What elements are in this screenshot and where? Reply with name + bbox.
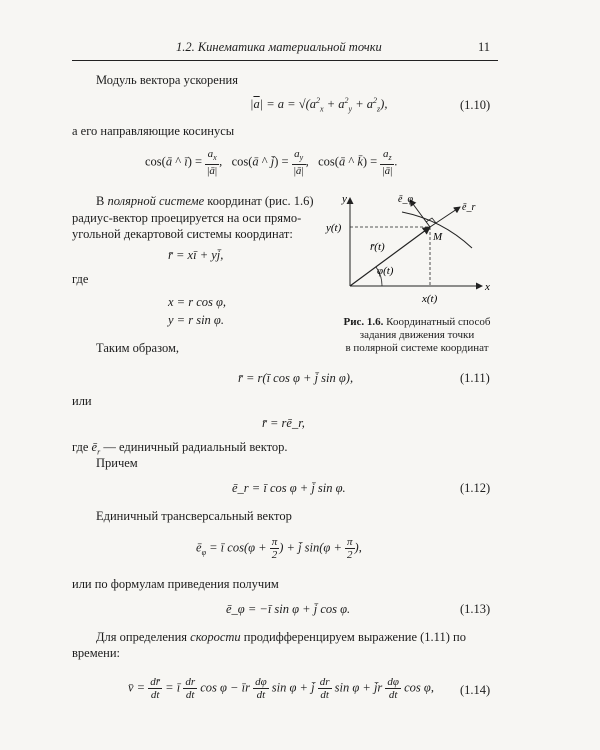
equation-number-1-11: (1.11) <box>460 371 490 385</box>
label-x-axis: x <box>485 281 490 293</box>
label-or-1: или <box>72 394 92 408</box>
label-e-r: ē_r <box>462 202 476 213</box>
paragraph-direction-cosines: а его направляющие косинусы <box>72 124 235 138</box>
equation-number-1-13: (1.13) <box>460 602 491 616</box>
equation-y: y = r sin φ. <box>168 313 224 327</box>
label-x-t: x(t) <box>422 293 438 305</box>
equation-number-1-10: (1.10) <box>460 98 491 112</box>
label-r-t: r̄(t) <box>370 241 385 253</box>
equation-1-13: ē_φ = −ī sin φ + j̄ cos φ. <box>226 602 351 616</box>
paragraph-polar-line3: угольной декартовой системы координат: <box>72 227 293 241</box>
label-y-axis: y <box>342 193 347 205</box>
equation-e-phi: $ē_\varphi$ = ī cos(φ + $\frac{\pi}{2}$ ) + j̄ sin(φ + $\frac{\pi}{2}$ ), <box>196 536 362 561</box>
paragraph-radial: где $ē_r$ — единичный радиальный вектор. <box>72 440 288 457</box>
paragraph-reduction: или по формулам приведения получим <box>72 577 279 591</box>
paragraph-velocity-line1: Для определения скорости продифференцируем выражение (1.11) по <box>96 630 466 644</box>
label-where-1: где <box>72 272 89 286</box>
equation-x: x = r cos φ, <box>168 295 227 309</box>
header-rule <box>72 60 498 61</box>
unit-vector-er <box>430 207 460 227</box>
paragraph-moreover: Причем <box>96 456 138 470</box>
running-title: 1.2. Кинематика материальной точки <box>176 40 382 54</box>
figure-caption: Рис. 1.6. Координатный способ задания движения точки в полярной системе координат <box>343 316 491 354</box>
equation-number-1-14: (1.14) <box>460 683 491 697</box>
page-number: 11 <box>478 40 491 54</box>
label-phi-t: φ(t) <box>377 265 394 277</box>
paragraph-transversal: Единичный трансверсальный вектор <box>96 509 292 523</box>
figure-polar-coordinates <box>326 190 502 310</box>
equation-number-1-12: (1.12) <box>460 481 491 495</box>
equation-1-10: $|\overline{a}| = a = √(a^2_x + a^2_y + a^2_z)$, <box>250 96 388 114</box>
equation-1-14: v̄ = $\frac{dr̄}{dt}$ = ī $\frac{dr}{dt}$ cos φ − īr $\frac{d\varphi}{dt}$ sin φ + j̄ $\frac{dr}{dt}$ sin φ + j̄r $\frac{d\varphi}{dt}$ cos φ, <box>128 676 434 701</box>
paragraph-modulus: Модуль вектора ускорения <box>96 73 238 87</box>
equation-r-er: r̄ = rē_r, <box>262 416 305 430</box>
label-y-t: y(t) <box>326 222 342 234</box>
equation-1-11: r̄ = r(ī cos φ + j̄ sin φ), <box>238 371 354 385</box>
equation-direction-cosines: cos(ā ^ ī) = $\frac{a_x}{|ā|}$ , cos(ā ^ j̄) = $\frac{a_y}{|ā|}$ , cos(ā ^ k̄) = $\frac{a_z}{|ā|}$ . <box>145 148 398 178</box>
paragraph-polar-line1: В полярной системе координат (рис. 1.6) <box>96 194 314 208</box>
paragraph-polar-line2: радиус-вектор проецируется на оси прямо- <box>72 211 302 225</box>
label-e-phi: ē_φ <box>398 194 413 205</box>
paragraph-velocity-line2: времени: <box>72 646 121 660</box>
equation-r-cartesian: r̄ = xī + yj̄, <box>168 248 224 262</box>
label-point-m: M <box>433 231 443 243</box>
unit-vector-ephi <box>410 200 430 227</box>
equation-1-12: ē_r = ī cos φ + j̄ sin φ. <box>232 481 346 495</box>
radius-vector <box>350 227 430 286</box>
paragraph-thus: Таким образом, <box>96 341 179 355</box>
